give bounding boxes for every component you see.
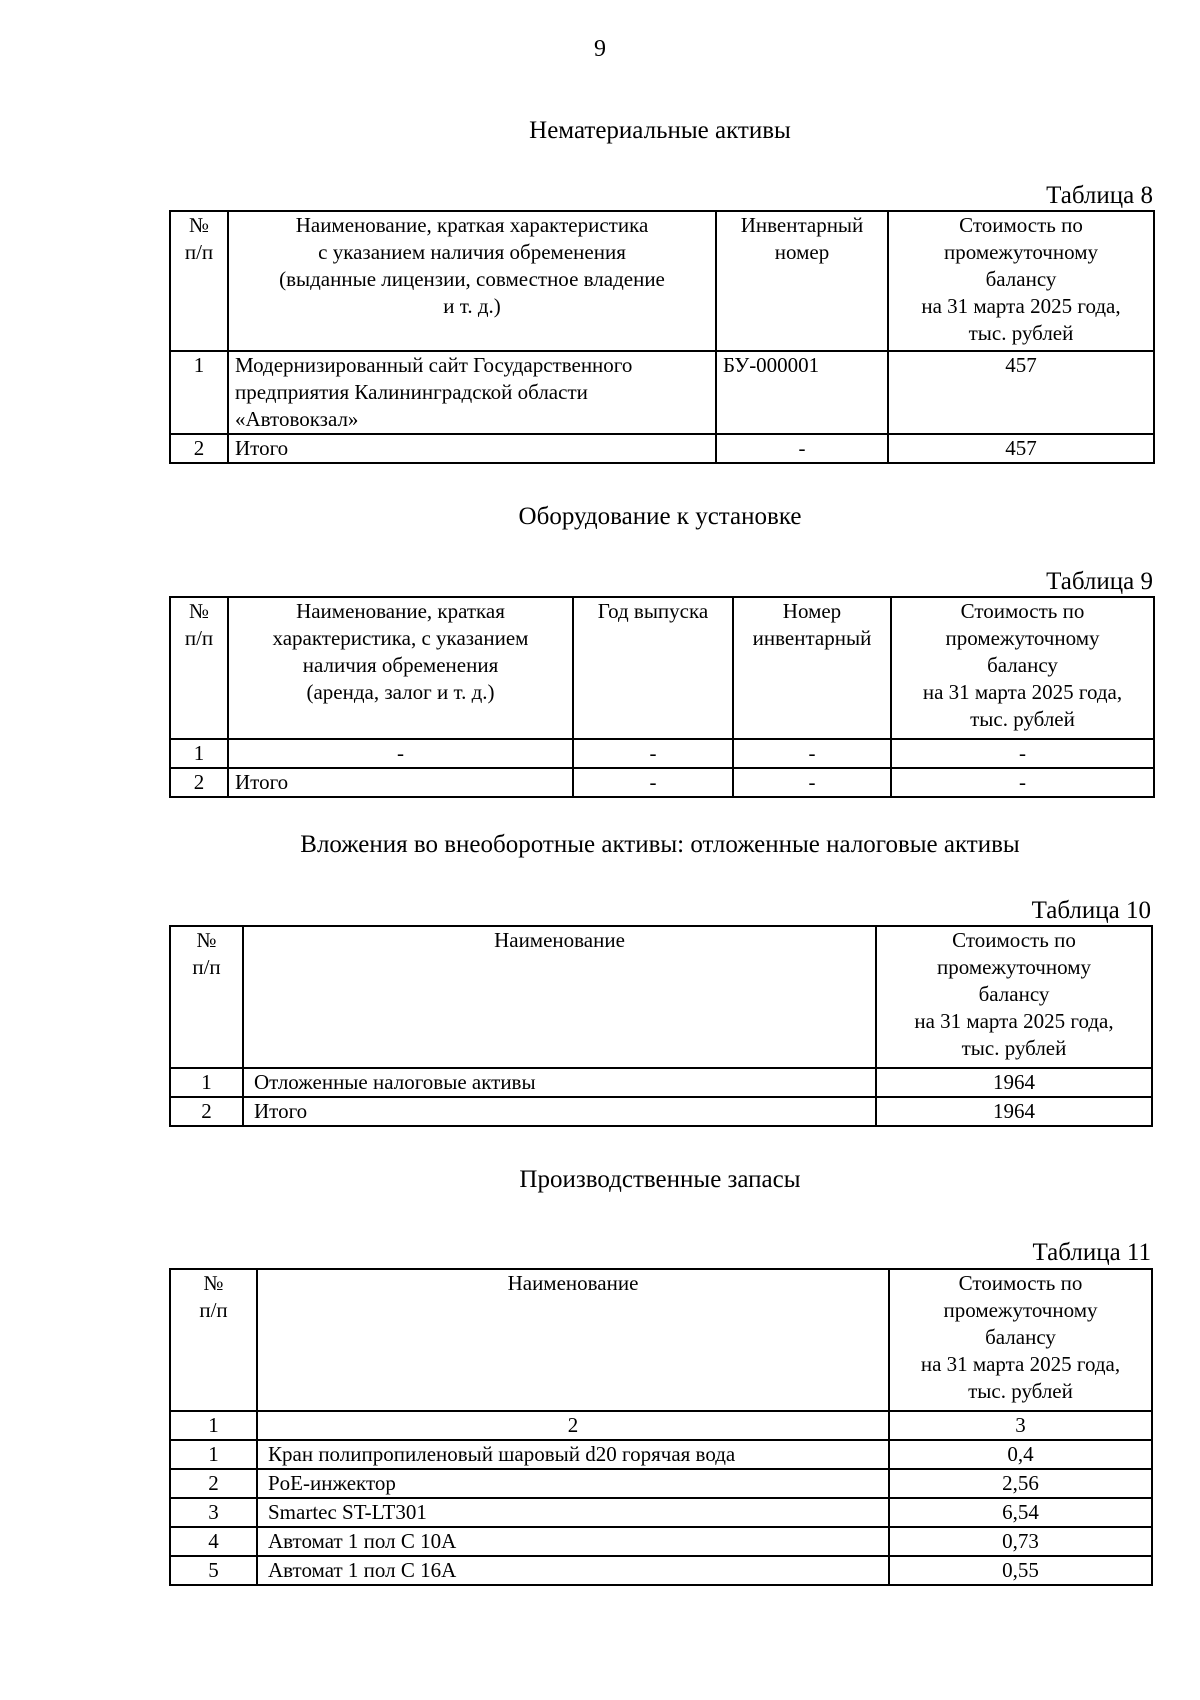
cell-name: Автомат 1 пол С 10А (257, 1527, 889, 1556)
section-title-equipment-for-installation: Оборудование к установке (518, 503, 802, 530)
header-num: № п/п (170, 211, 228, 351)
cell-name: Smartec ST-LT301 (257, 1498, 889, 1527)
section-title-intangible-assets: Нематериальные активы (529, 117, 791, 144)
cell-name: Итого (228, 768, 573, 797)
table-label-9: Таблица 9 (1046, 568, 1153, 595)
header-year: Год выпуска (573, 597, 733, 739)
header-name: Наименование, краткая характеристика с указанием наличия обременения (выданные лицензии, совместное владение и т. д.) (228, 211, 716, 351)
cell-name: PoE-инжектор (257, 1469, 889, 1498)
col-number-3: 3 (889, 1411, 1152, 1440)
cell-num: 2 (170, 1097, 243, 1126)
cell-num: 1 (170, 1068, 243, 1097)
header-name: Наименование, краткая характеристика, с указанием наличия обременения (аренда, залог и т. д.) (228, 597, 573, 739)
cell-num: 4 (170, 1527, 257, 1556)
table-header-row (170, 1269, 1152, 1411)
cell-name: Кран полипропиленовый шаровый d20 горячая вода (257, 1440, 889, 1469)
table-row (170, 434, 1154, 463)
cell-num: 1 (170, 739, 228, 768)
table-label-10: Таблица 10 (1031, 897, 1151, 924)
header-cost: Стоимость по промежуточному балансу на 31 марта 2025 года, тыс. рублей (889, 1269, 1152, 1411)
table-row (170, 1527, 1152, 1556)
cell-inventory-number: - (716, 434, 888, 463)
section-title-deferred-tax-assets: Вложения во внеоборотные активы: отложенные налоговые активы (300, 831, 1020, 858)
cell-inventory-number: БУ-000001 (716, 351, 888, 434)
table-deferred-tax-assets (169, 925, 1153, 1127)
cell-name: - (228, 739, 573, 768)
column-numbers-row (170, 1411, 1152, 1440)
table-row (170, 351, 1154, 434)
table-label-11: Таблица 11 (1032, 1239, 1151, 1266)
section-title-production-stocks: Производственные запасы (519, 1166, 801, 1193)
table-header-row (170, 597, 1154, 739)
cell-year: - (573, 768, 733, 797)
cell-cost: 457 (888, 434, 1154, 463)
col-number-1: 1 (170, 1411, 257, 1440)
table-row (170, 768, 1154, 797)
header-num: № п/п (170, 1269, 257, 1411)
table-equipment (169, 596, 1155, 798)
table-production-stocks (169, 1268, 1153, 1586)
cell-num: 1 (170, 1440, 257, 1469)
cell-inventory-number: - (733, 768, 891, 797)
table-row (170, 1440, 1152, 1469)
cell-cost: 457 (888, 351, 1154, 434)
cell-cost: 1964 (876, 1068, 1152, 1097)
header-inventory-number: Инвентарный номер (716, 211, 888, 351)
cell-num: 3 (170, 1498, 257, 1527)
table-row (170, 1097, 1152, 1126)
page-number: 9 (594, 36, 606, 62)
table-row (170, 739, 1154, 768)
cell-name: Итого (243, 1097, 876, 1126)
cell-num: 5 (170, 1556, 257, 1585)
cell-cost: - (891, 739, 1154, 768)
cell-cost: 2,56 (889, 1469, 1152, 1498)
table-row (170, 1469, 1152, 1498)
cell-cost: 0,55 (889, 1556, 1152, 1585)
header-num: № п/п (170, 926, 243, 1068)
table-label-8: Таблица 8 (1046, 182, 1153, 209)
cell-cost: 0,73 (889, 1527, 1152, 1556)
cell-num: 2 (170, 768, 228, 797)
table-row (170, 1068, 1152, 1097)
header-name: Наименование (243, 926, 876, 1068)
table-header-row (170, 926, 1152, 1068)
cell-num: 2 (170, 1469, 257, 1498)
header-cost: Стоимость по промежуточному балансу на 31 марта 2025 года, тыс. рублей (891, 597, 1154, 739)
table-row (170, 1498, 1152, 1527)
table-row (170, 1556, 1152, 1585)
cell-cost: - (891, 768, 1154, 797)
cell-cost: 1964 (876, 1097, 1152, 1126)
cell-cost: 0,4 (889, 1440, 1152, 1469)
cell-name: Итого (228, 434, 716, 463)
cell-inventory-number: - (733, 739, 891, 768)
header-name: Наименование (257, 1269, 889, 1411)
cell-name: Автомат 1 пол С 16А (257, 1556, 889, 1585)
table-header-row (170, 211, 1154, 351)
cell-num: 1 (170, 351, 228, 434)
header-cost: Стоимость по промежуточному балансу на 31 марта 2025 года, тыс. рублей (888, 211, 1154, 351)
cell-year: - (573, 739, 733, 768)
cell-num: 2 (170, 434, 228, 463)
col-number-2: 2 (257, 1411, 889, 1440)
table-intangible-assets (169, 210, 1155, 464)
cell-name: Модернизированный сайт Государственного предприятия Калининградской области «Автовокзал» (228, 351, 716, 434)
header-num: № п/п (170, 597, 228, 739)
cell-name: Отложенные налоговые активы (243, 1068, 876, 1097)
cell-cost: 6,54 (889, 1498, 1152, 1527)
header-cost: Стоимость по промежуточному балансу на 31 марта 2025 года, тыс. рублей (876, 926, 1152, 1068)
header-inventory-number: Номер инвентарный (733, 597, 891, 739)
